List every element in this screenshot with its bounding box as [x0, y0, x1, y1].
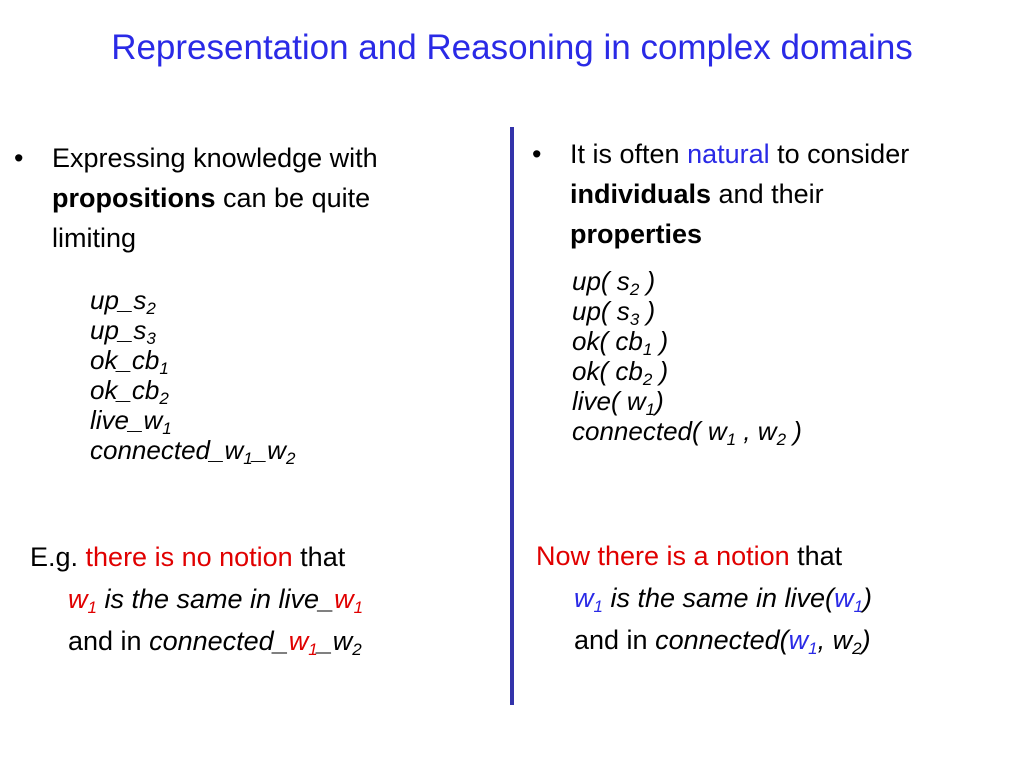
- proposition-list: [90, 285, 490, 468]
- left-bullet-line2-rest: can be quite: [215, 183, 371, 213]
- column-divider: [510, 127, 514, 705]
- slide-title: Representation and Reasoning in complex domains: [111, 28, 913, 67]
- predicate-item: up( $s_2$ ): [572, 266, 656, 299]
- proposition-item: $up\_s_2$: [90, 285, 156, 318]
- right-bullet-text: It is often natural to consider individuals and their properties: [570, 139, 910, 249]
- right-example-line2: $w_1$ is the same in $live(w_1)$: [574, 583, 873, 616]
- right-example-line3: and in $connected(w_1$, $w_2$): [574, 625, 871, 658]
- predicate-item: live( $w_1$): [572, 386, 664, 419]
- right-bullet-properties: properties: [570, 219, 703, 249]
- predicate-list: [572, 266, 1012, 449]
- left-bullet-line1: Expressing knowledge with: [52, 143, 378, 173]
- right-bullet-individuals: individuals: [570, 179, 712, 209]
- right-example-line1: Now there is a notion that: [536, 541, 843, 571]
- predicate-item: ok( $cb_1$ ): [572, 326, 669, 359]
- right-bullet: [532, 134, 1012, 258]
- left-example: [30, 536, 500, 662]
- left-bullet-line3: limiting: [52, 223, 137, 253]
- left-example-line2: $w_1$ is the same in $live\_w_1$: [68, 584, 364, 617]
- predicate-item: up( $s_3$ ): [572, 296, 656, 329]
- natural-highlight: natural: [687, 139, 770, 169]
- left-example-line1: E.g. there is no notion that: [30, 542, 346, 572]
- predicate-item: connected( $w_1$ , $w_2$ ): [572, 416, 802, 449]
- proposition-item: $live\_w_1$: [90, 405, 172, 438]
- right-example: [536, 535, 1016, 661]
- left-bullet-marker: •: [14, 143, 24, 173]
- proposition-item: $up\_s_3$: [90, 315, 156, 348]
- left-example-line3: and in $connected\_w_1\_w_2$: [68, 626, 362, 659]
- proposition-item: $ok\_cb_1$: [90, 345, 169, 378]
- predicate-item: ok( $cb_2$ ): [572, 356, 669, 389]
- proposition-item: $ok\_cb_2$: [90, 375, 169, 408]
- left-bullet: [14, 138, 494, 262]
- left-bullet-propositions: propositions: [52, 183, 216, 213]
- no-notion-highlight: there is no notion: [85, 542, 293, 572]
- right-bullet-marker: •: [532, 139, 542, 169]
- notion-highlight: Now there is a notion: [536, 541, 790, 571]
- left-bullet-text: [52, 138, 378, 258]
- proposition-item: $connected\_w_1\_w_2$: [90, 435, 296, 468]
